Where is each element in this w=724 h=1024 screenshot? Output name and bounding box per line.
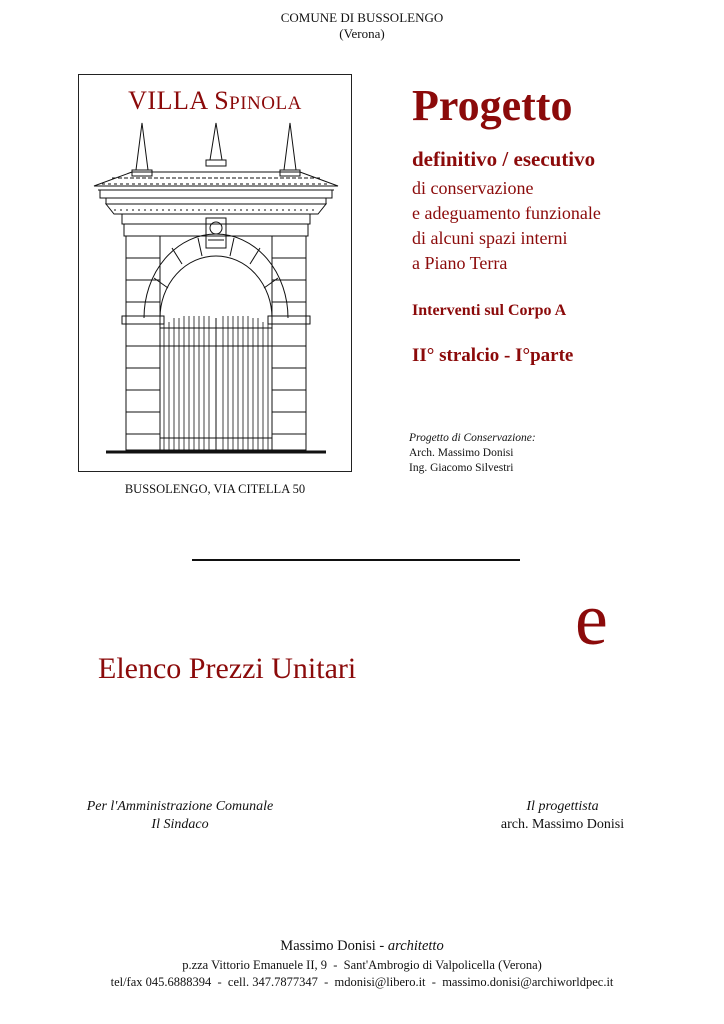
document-letter: e	[575, 579, 608, 661]
footer-name: Massimo Donisi	[280, 938, 376, 954]
conservation-team-label: Progetto di Conservazione:	[409, 432, 536, 444]
project-line-3: di alcuni spazi interni	[412, 228, 568, 248]
municipality-name: COMUNE DI BUSSOLENGO	[280, 10, 444, 25]
footer-name-line	[0, 938, 724, 955]
designer-name: arch. Massimo Donisi	[500, 817, 625, 832]
project-subtitle: definitivo / esecutivo	[412, 147, 596, 171]
administration-label: Per l'Amministrazione Comunale	[86, 799, 274, 814]
footer-address: p.zza Vittorio Emanuele II, 9 - Sant'Ambrogio di Valpolicella (Verona)	[182, 958, 542, 972]
document-title: Elenco Prezzi Unitari	[98, 652, 357, 685]
team-member: Ing. Giacomo Silvestri	[409, 462, 514, 474]
mayor-label: Il Sindaco	[151, 817, 209, 832]
villa-title	[78, 86, 352, 116]
project-interventions: Interventi sul Corpo A	[412, 302, 567, 319]
footer-separator: -	[375, 938, 388, 954]
footer-contacts: tel/fax 045.6888394 - cell. 347.7877347 - mdonisi@libero.it - massimo.donisi@archiworldpec.it	[110, 975, 614, 989]
project-phase: II° stralcio - I°parte	[412, 345, 574, 366]
divider-line	[192, 559, 520, 561]
team-member: Arch. Massimo Donisi	[409, 447, 514, 459]
villa-address: BUSSOLENGO, VIA CITELLA 50	[124, 482, 306, 496]
villa-gate-illustration	[92, 118, 340, 463]
footer-role: architetto	[387, 938, 444, 954]
villa-title-part2: PINOLA	[229, 93, 302, 114]
designer-label: Il progettista	[526, 799, 599, 814]
villa-title-part1: VILLA S	[128, 86, 230, 115]
project-line-2: e adeguamento funzionale	[412, 203, 601, 223]
project-line-4: a Piano Terra	[412, 253, 508, 273]
province-name: (Verona)	[339, 26, 385, 41]
project-line-1: di conservazione	[412, 178, 534, 198]
project-title: Progetto	[412, 81, 573, 130]
